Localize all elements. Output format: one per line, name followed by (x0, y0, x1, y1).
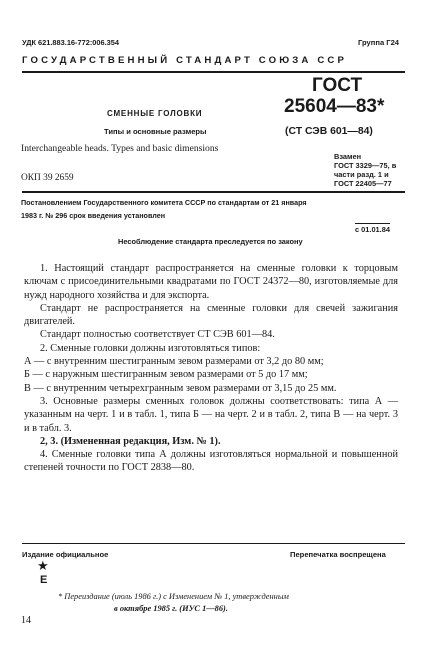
para-1: 1. Настоящий стандарт распространяется на сменные головки к торцовым ключам с присоединительными квадратами по ГОСТ 24372—80, изготовляемые для нужд народного хозяйства и для экспорта. (24, 263, 398, 301)
official-edition: Издание официальное (22, 550, 109, 559)
title-ru: СМЕННЫЕ ГОЛОВКИ (107, 109, 203, 118)
para-2: Стандарт не распространяется на сменные головки для свечей зажигания двигателей. (24, 302, 398, 328)
banner-rule (22, 71, 405, 73)
star-icon: ★ (37, 558, 49, 573)
decree-line2: 1983 г. № 296 срок введения установлен (21, 211, 166, 220)
para-8: 3. Основные размеры сменных головок должны соответствовать: типа А — указанным на черт. 1 и в табл. 1, типа Б — на черт. 2 и в табл. 2, типа В — на черт. 3 и в табл. 3. (24, 395, 398, 434)
title-sub: Типы и основные размеры (104, 127, 207, 136)
gost-label: ГОСТ (312, 75, 363, 96)
replace-line1: Взамен (334, 152, 362, 161)
udk-code: УДК 621.883.16-772:006.354 (22, 38, 120, 47)
okp-code: ОКП 39 2659 (21, 173, 74, 183)
standard-banner: ГОСУДАРСТВЕННЫЙ СТАНДАРТ СОЮЗА ССР (22, 55, 348, 66)
decree-line1: Постановлением Государственного комитета СССР по стандартам от 21 января (21, 198, 307, 207)
replace-line2: ГОСТ 3329—75, в (334, 161, 397, 170)
law-warning: Несоблюдение стандарта преследуется по закону (118, 237, 303, 246)
reissue-note-1: * Переиздание (июль 1986 г.) с Изменением № 1, утвержденным (58, 592, 289, 601)
replace-line3: части разд. 1 и (334, 170, 389, 179)
para-5: А — с внутренним шестигранным зевом размерами от 3,2 до 80 мм; (24, 356, 324, 368)
para-10: 4. Сменные головки типа А должны изготовляться нормальной и повышенной степеней точности по ГОСТ 2838—80. (24, 449, 398, 474)
st-sev: (СТ СЭВ 601—84) (285, 126, 373, 137)
body-text (24, 262, 398, 475)
title-rule (22, 191, 405, 193)
para-9: 2, 3. (Измененная редакция, Изм. № 1). (40, 435, 221, 447)
group-code: Группа Г24 (358, 38, 400, 47)
gost-number: 25604—83* (284, 96, 385, 117)
reissue-note-2: в октябре 1985 г. (ИУС 1—86). (114, 604, 228, 613)
footer-rule (22, 543, 405, 544)
title-en: Interchangeable heads. Types and basic dimensions (21, 143, 219, 154)
para-6: Б — с наружным шестигранным зевом размерами от 5 до 17 мм; (24, 369, 308, 381)
page-number: 14 (21, 615, 31, 626)
para-4: 2. Сменные головки должны изготовляться типов: (40, 342, 261, 354)
para-7: В — с внутренним четырехгранным зевом размерами от 3,15 до 25 мм. (24, 382, 337, 394)
decree-date: с 01.01.84 (355, 225, 390, 234)
replace-line4: ГОСТ 22405—77 (334, 179, 392, 188)
e-mark: Е (40, 574, 48, 586)
para-3: Стандарт полностью соответствует СТ СЭВ 601—84. (40, 329, 275, 341)
reprint-prohibited: Перепечатка воспрещена (290, 550, 386, 559)
